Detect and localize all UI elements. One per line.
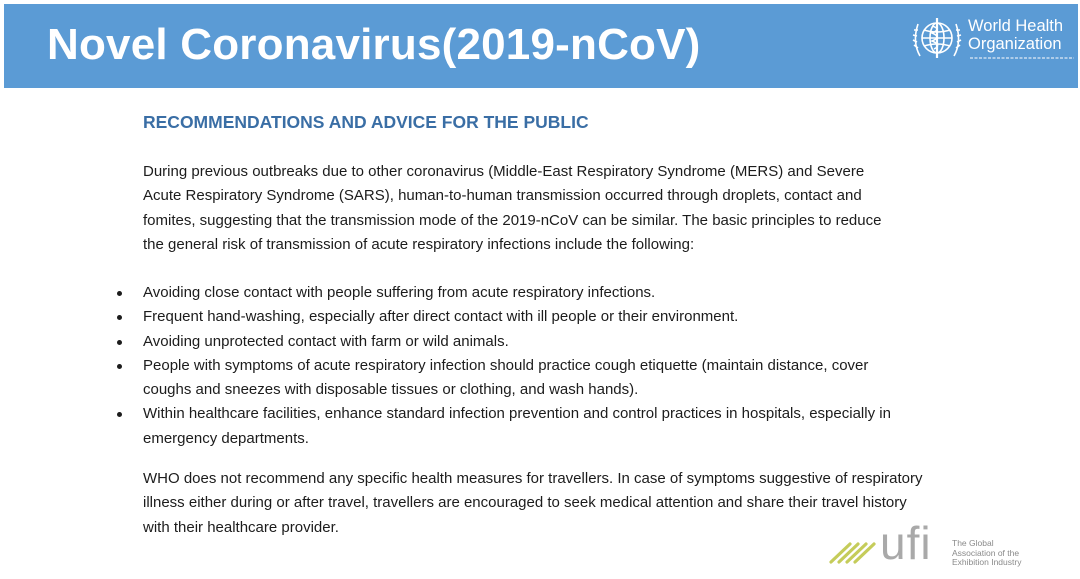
bullet-icon: [117, 315, 122, 320]
title-banner: [4, 4, 1078, 88]
list-item-text: Avoiding unprotected contact with farm or wild animals.: [143, 332, 509, 350]
ufi-tagline-line: Exhibition Industry: [952, 557, 1022, 567]
page-title: Novel Coronavirus(2019-nCoV): [47, 20, 701, 69]
list-item-text: People with symptoms of acute respiratory infection should practice cough etiquette (maintain distance, cover: [143, 356, 869, 374]
intro-line: Acute Respiratory Syndrome (SARS), human-to-human transmission occurred through droplets, contact and: [143, 187, 862, 205]
ufi-stripes-icon: [828, 534, 878, 564]
who-logo: [908, 12, 1078, 64]
who-line-1: World Health: [968, 17, 1064, 35]
bullet-icon: [117, 291, 122, 296]
ufi-logo: [828, 517, 1048, 572]
who-line-2: Organization: [968, 35, 1062, 53]
list-item-text: Avoiding close contact with people suffering from acute respiratory infections.: [143, 284, 656, 301]
list-item: [143, 402, 891, 451]
list-item-text: emergency departments.: [143, 429, 309, 447]
intro-line: the general risk of transmission of acute respiratory infections include the following:: [143, 235, 695, 253]
ufi-tagline-line: The Global: [952, 538, 994, 548]
ufi-wordmark: ufi: [880, 517, 932, 569]
ufi-tagline: [952, 539, 1021, 568]
closing-line: WHO does not recommend any specific health measures for travellers. In case of symptoms suggestive of respiratory: [143, 470, 923, 487]
who-emblem-icon: [908, 12, 966, 64]
closing-paragraph: [143, 467, 923, 540]
who-fine-print-mark: [970, 55, 1074, 61]
list-item: [143, 281, 891, 305]
bullet-icon: [117, 340, 122, 345]
section-heading: RECOMMENDATIONS AND ADVICE FOR THE PUBLIC: [143, 112, 589, 132]
list-item-text: Within healthcare facilities, enhance standard infection prevention and control practices in hospitals, especially in: [143, 405, 891, 423]
closing-line: with their healthcare provider.: [143, 518, 339, 536]
list-item: [143, 354, 891, 403]
ufi-tagline-line: Association of the: [952, 547, 1020, 558]
list-item: [143, 330, 891, 354]
recommendation-list: [143, 281, 891, 451]
bullet-icon: [117, 364, 122, 369]
intro-line: During previous outbreaks due to other coronavirus (Middle-East Respiratory Syndrome (MERS) and Severe: [143, 163, 865, 180]
who-wordmark: [968, 17, 1063, 53]
list-item-text: coughs and sneezes with disposable tissues or clothing, and wash hands).: [143, 381, 639, 399]
list-item: [143, 305, 891, 329]
intro-paragraph: [143, 160, 881, 257]
closing-line: illness either during or after travel, travellers are encouraged to seek medical attention and share their travel history: [143, 494, 907, 512]
intro-line: fomites, suggesting that the transmission mode of the 2019-nCoV can be similar. The basic principles to reduce: [143, 211, 882, 229]
list-item-text: Frequent hand-washing, especially after direct contact with ill people or their environment.: [143, 308, 739, 326]
bullet-icon: [117, 412, 122, 417]
